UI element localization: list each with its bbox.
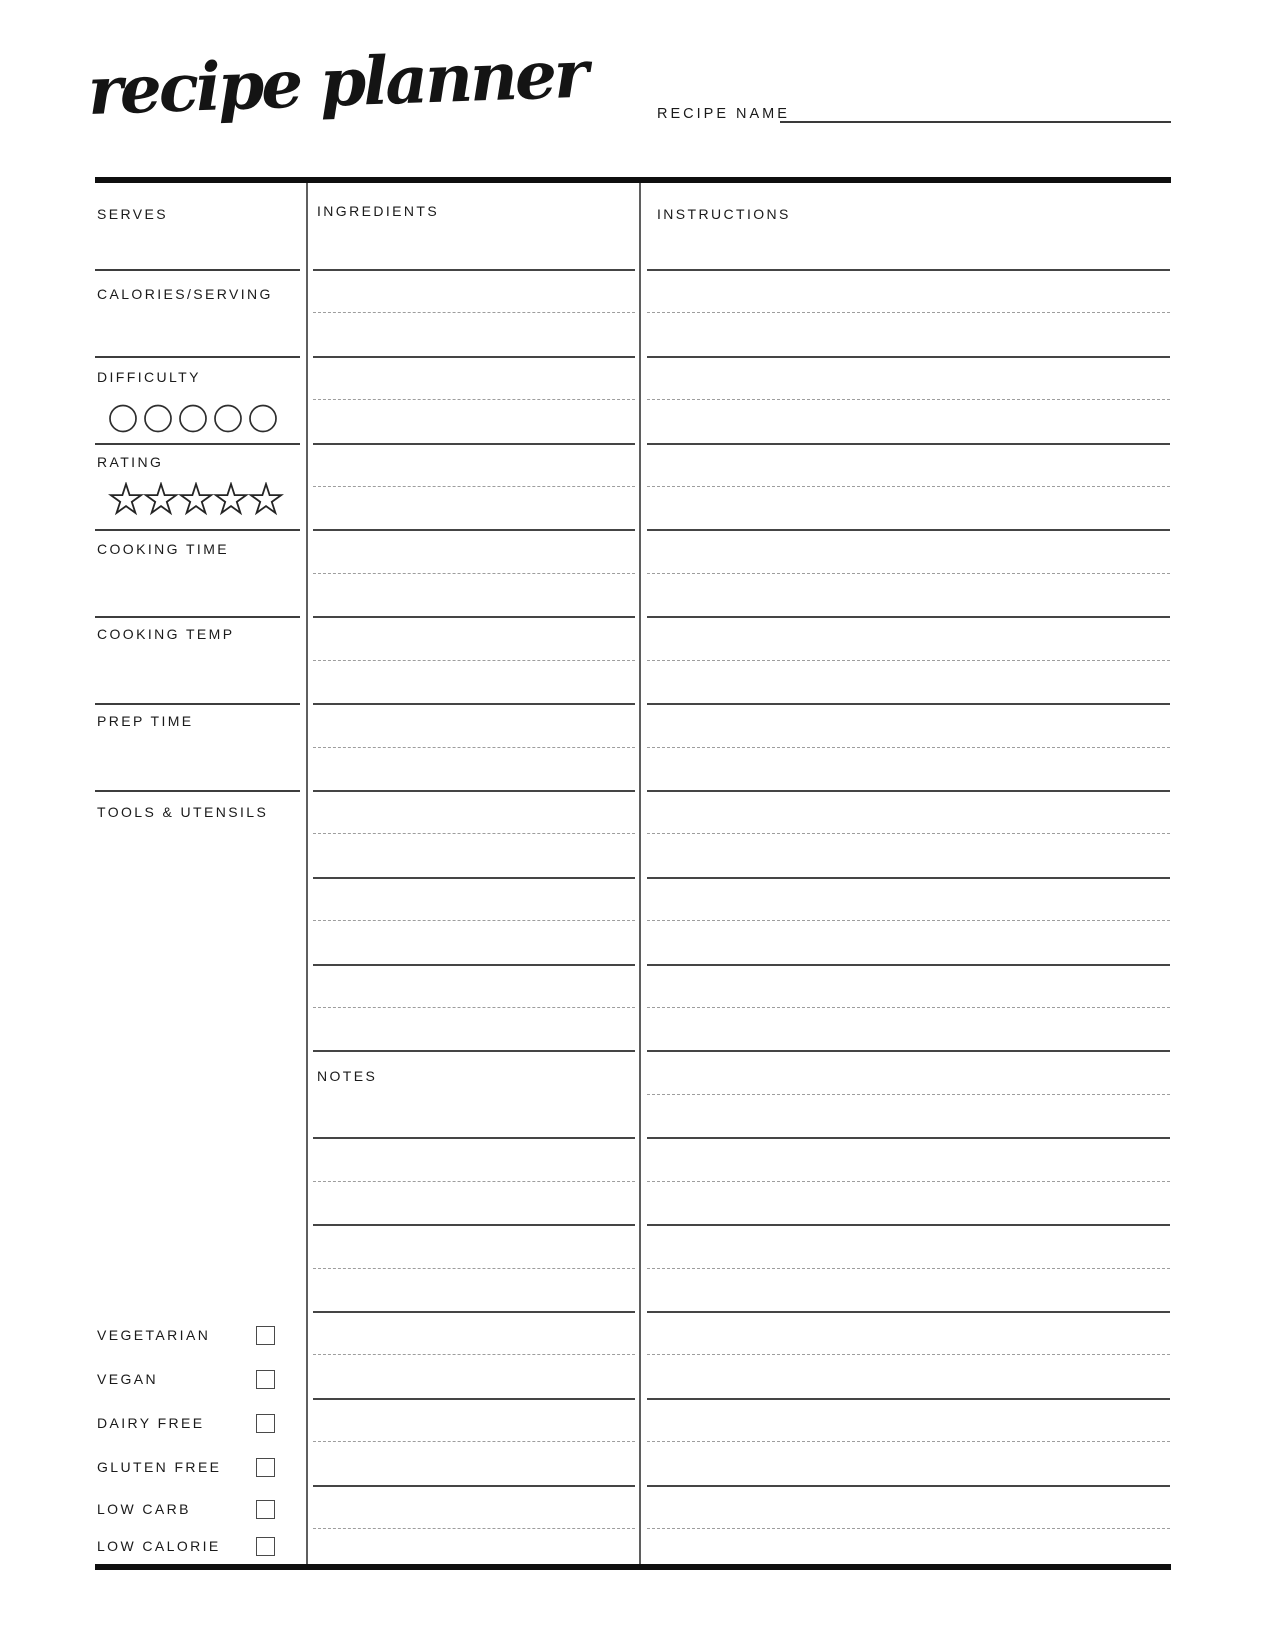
rating-star-icons[interactable] [107, 482, 285, 518]
checkbox-low-carb[interactable] [256, 1500, 275, 1519]
field-label-prep-time: PREP TIME [97, 713, 194, 729]
diet-label-low-calorie: LOW CALORIE [97, 1538, 221, 1554]
sidebar-section-separator [95, 269, 300, 271]
sidebar-section-separator [95, 443, 300, 445]
sidebar-section-separator [95, 790, 300, 792]
ingredients-writing-line [313, 1181, 635, 1182]
instructions-writing-line [647, 1485, 1170, 1487]
column-divider-left [306, 183, 308, 1564]
instructions-writing-line [647, 1528, 1170, 1529]
diet-label-vegetarian: VEGETARIAN [97, 1327, 211, 1343]
ingredients-writing-line [313, 833, 635, 834]
ingredients-writing-line [313, 356, 635, 358]
instructions-writing-line [647, 529, 1170, 531]
column-divider-right [639, 183, 641, 1564]
instructions-writing-line [647, 1354, 1170, 1355]
ingredients-writing-line [313, 1354, 635, 1355]
ingredients-writing-line [313, 1224, 635, 1226]
ingredients-writing-line [313, 269, 635, 271]
diet-label-low-carb: LOW CARB [97, 1501, 191, 1517]
sidebar-section-separator [95, 703, 300, 705]
ingredients-writing-line [313, 312, 635, 313]
ingredients-writing-line [313, 1528, 635, 1529]
instructions-writing-line [647, 1181, 1170, 1182]
instructions-writing-line [647, 1311, 1170, 1313]
checkbox-gluten-free[interactable] [256, 1458, 275, 1477]
page-title: recipe planner [86, 34, 587, 130]
ingredients-writing-line [313, 964, 635, 966]
instructions-writing-line [647, 269, 1170, 271]
ingredients-writing-line [313, 529, 635, 531]
sidebar-section-separator [95, 529, 300, 531]
instructions-writing-line [647, 1398, 1170, 1400]
checkbox-vegetarian[interactable] [256, 1326, 275, 1345]
recipe-name-label: RECIPE NAME [657, 106, 790, 122]
checkbox-low-calorie[interactable] [256, 1537, 275, 1556]
ingredients-writing-line [313, 703, 635, 705]
instructions-writing-line [647, 573, 1170, 574]
difficulty-circle-icons[interactable] [107, 404, 279, 434]
ingredients-writing-line [313, 1441, 635, 1442]
field-label-cooking-temp: COOKING TEMP [97, 626, 235, 642]
sidebar-section-separator [95, 356, 300, 358]
ingredients-writing-line [313, 747, 635, 748]
ingredients-writing-line [313, 920, 635, 921]
field-label-cooking-time: COOKING TIME [97, 541, 229, 557]
instructions-writing-line [647, 964, 1170, 966]
instructions-writing-line [647, 1050, 1170, 1052]
ingredients-writing-line [313, 399, 635, 400]
instructions-writing-line [647, 616, 1170, 618]
ingredients-writing-line [313, 660, 635, 661]
table-bottom-border [95, 1564, 1171, 1570]
recipe-name-input-line[interactable] [780, 121, 1171, 123]
field-label-tools-utensils: TOOLS & UTENSILS [97, 804, 269, 820]
ingredients-writing-line [313, 1007, 635, 1008]
instructions-writing-line [647, 703, 1170, 705]
ingredients-writing-line [313, 443, 635, 445]
instructions-writing-line [647, 356, 1170, 358]
diet-label-vegan: VEGAN [97, 1371, 159, 1387]
ingredients-writing-line [313, 573, 635, 574]
instructions-header: INSTRUCTIONS [657, 206, 791, 222]
sidebar-section-separator [95, 616, 300, 618]
ingredients-writing-line [313, 790, 635, 792]
ingredients-writing-line [313, 1050, 635, 1052]
instructions-writing-line [647, 660, 1170, 661]
table-top-border [95, 177, 1171, 183]
notes-header: NOTES [317, 1068, 378, 1084]
diet-label-dairy-free: DAIRY FREE [97, 1415, 205, 1431]
field-label-serves: SERVES [97, 206, 168, 222]
field-label-rating: RATING [97, 454, 164, 470]
instructions-writing-line [647, 312, 1170, 313]
instructions-writing-line [647, 1094, 1170, 1095]
instructions-writing-line [647, 443, 1170, 445]
instructions-writing-line [647, 1441, 1170, 1442]
instructions-writing-line [647, 486, 1170, 487]
field-label-calories-serving: CALORIES/SERVING [97, 286, 273, 302]
checkbox-dairy-free[interactable] [256, 1414, 275, 1433]
checkbox-vegan[interactable] [256, 1370, 275, 1389]
instructions-writing-line [647, 1224, 1170, 1226]
ingredients-writing-line [313, 1268, 635, 1269]
instructions-writing-line [647, 1268, 1170, 1269]
instructions-writing-line [647, 747, 1170, 748]
ingredients-writing-line [313, 486, 635, 487]
ingredients-writing-line [313, 1398, 635, 1400]
ingredients-writing-line [313, 877, 635, 879]
instructions-writing-line [647, 399, 1170, 400]
ingredients-writing-line [313, 616, 635, 618]
ingredients-header: INGREDIENTS [317, 203, 440, 219]
instructions-writing-line [647, 920, 1170, 921]
ingredients-writing-line [313, 1311, 635, 1313]
diet-label-gluten-free: GLUTEN FREE [97, 1459, 222, 1475]
instructions-writing-line [647, 790, 1170, 792]
instructions-writing-line [647, 877, 1170, 879]
ingredients-writing-line [313, 1485, 635, 1487]
field-label-difficulty: DIFFICULTY [97, 369, 201, 385]
instructions-writing-line [647, 1007, 1170, 1008]
instructions-writing-line [647, 833, 1170, 834]
instructions-writing-line [647, 1137, 1170, 1139]
ingredients-writing-line [313, 1137, 635, 1139]
